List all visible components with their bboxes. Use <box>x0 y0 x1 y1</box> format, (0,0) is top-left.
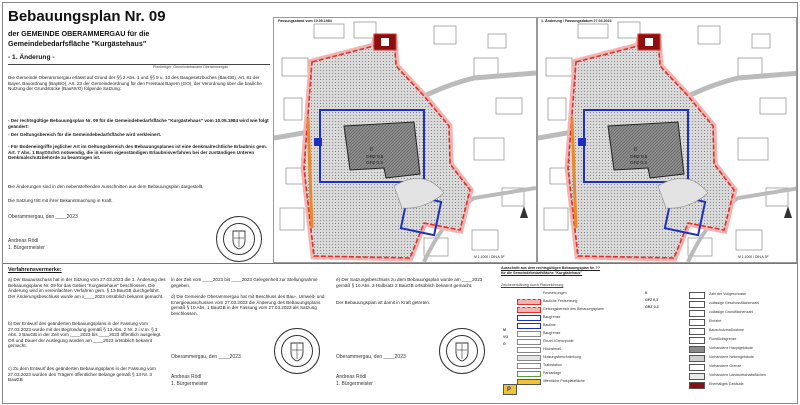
neighbor-building <box>548 98 566 120</box>
map-gfz: GFZ 0,3 <box>366 160 383 165</box>
signer-role-2: 1. Bürgermeister <box>171 381 208 387</box>
subtitle-line-2: Gemeindebedarfsfläche "Kurgästehaus" <box>8 39 147 48</box>
neighbor-building <box>434 26 456 44</box>
legend-item-label: Trafostation <box>543 363 562 367</box>
parcel-marker <box>645 38 653 46</box>
map-amendment-label: 1. Änderung / Fassungsdatum 27.03.2023 <box>541 19 612 23</box>
procedure-step-c: c) Zu dem Entwurf des geänderten Bebauungsplans in der Fassung vom 27.03.2023 wurden den Trägern öffentlicher Belange gemäß § 13 Nr. 3 BauGB <box>8 366 156 383</box>
legend-swatch <box>517 347 541 353</box>
legend-swatch-right <box>689 346 705 353</box>
legend-item-label-right: Vorhandene Nebengebäude <box>709 355 754 359</box>
legend-item-label: Geltungsbereich des Bebauungsplans <box>543 307 604 311</box>
legend-item-label-right: zulässige Grundflächenzahl <box>709 310 754 314</box>
amendment-label: - 1. Änderung - <box>8 54 55 61</box>
procedure-heading: Verfahrensvermerke: <box>8 267 62 273</box>
procedure-step-b: b) Der Entwurf des geänderten Bebauungsplans in der Fassung vom 27.03.2023 wurde mit der Begründung gemäß § 13 Abs. 2 Nr. 2 i.V.m. § 3 Abs. 2 BauGB in der Zeit vom ____2023 bis ____2023 öffentlich ausgelegt. Ort und Dauer der Auslegung wurden am ____2023 ortsüblich bekannt gemacht. <box>8 321 162 349</box>
legend-swatch-right <box>689 364 705 371</box>
neighbor-building <box>738 138 768 160</box>
procedure-step-a: a) Der Bauausschuss hat in der Sitzung vom 27.03.2023 die 1. Änderung des Bebauungsplans Nr. 09 für das Gebiet "Kurgästehaus" beschlossen. Die Änderung wird im vereinfachten Verfahren gem. § 13 BauGB durchgeführt. Der Änderungsbeschluss wurde am x____2023 ortsüblich bekannt gemacht. <box>8 277 166 299</box>
legend-swatch <box>517 379 541 385</box>
legend-code-gfz: GFZ 0,3 <box>645 298 659 302</box>
legend-swatch-right <box>689 292 705 299</box>
legend-item-label-right: Vorhandene Grenze <box>709 364 742 368</box>
map-geschosse: II <box>634 147 637 153</box>
legend-swatch-right <box>689 319 705 326</box>
neighbor-building <box>354 22 376 38</box>
place-date-2: Oberammergau, den ____2023 <box>171 354 241 360</box>
map-scale-note: M 1:1000 / DIN A 3F <box>738 255 769 259</box>
seal-crest-icon <box>217 217 261 261</box>
legend-item-label-right: Flurstücksgrenze <box>709 337 737 341</box>
neighbor-building <box>736 230 762 250</box>
legend-swatch-right <box>689 310 705 317</box>
legend-swatch-right <box>689 337 705 344</box>
legend-item-label-right: Vorhandene Landwirtschaftsflächen <box>709 373 766 377</box>
neighbor-building <box>544 208 568 230</box>
neighbor-building <box>618 22 640 38</box>
procedure-step-e: e) Der Satzungsbeschluss zu dem Bebauungsplan wurde am ____2023 gemäß § 10 Abs. 3 Halbsatz 2 BauGB ortsüblich bekannt gemacht. <box>336 277 483 288</box>
amendment-point-3: - Für Bodeneingriffe jeglicher Art im Geltungsbereich des Bebauungsplanes ist eine denkmalrechtliche Erlaubnis gem. Art. 7 Abs. 1 BayDSchG notwendig, die in einem eigenständigen Erlaubnisverfahren bei der zuständigen Unteren Denkmalschutzbehörde zu beantragen ist. <box>8 144 267 161</box>
legend-swatch-right <box>689 328 705 335</box>
legend-code-m: M <box>503 328 506 332</box>
legend-heading-2: für die Gemeindebedarfsfläche "Kurgästehaus" <box>501 271 583 275</box>
signer-name-2: Andreas Rödl <box>171 374 202 380</box>
map-scale-note: M 1:1000 / DIN A 3F <box>474 255 505 259</box>
neighbor-building <box>488 34 506 48</box>
place-date: Oberammergau, den ____2023 <box>8 214 78 220</box>
legend-item-label: Einzel-/Grenzpunkt <box>543 339 574 343</box>
procedure-step-d: d) Die Gemeinde Oberammergau hat mit Beschluss des Bau-, Umwelt- und Energieausschusses vom 27.03.2023 die Änderung des Bebauungsplans gemäß § 10 Abs. 1 BauGB in der Fassung vom 27.03.2023 als Satzung beschlossen. <box>171 294 325 316</box>
neighbor-building <box>472 230 498 250</box>
legend-swatch-right <box>689 355 705 362</box>
seal-crest-icon-3 <box>440 329 484 373</box>
map-original-label: Fassungsstand vom 10.05.1984 <box>278 19 332 23</box>
parking-symbol <box>503 384 517 395</box>
place-date-3: Oberammergau, den ____2023 <box>336 354 406 360</box>
legend-swatch-right <box>689 373 705 380</box>
amendment-point-1: - Der rechtsgültige Bebauungsplan Nr. 09 für die Gemeindebedarfsfläche "Kurgästehaus" vom 10.05.1984 wird wie folgt geändert: <box>8 118 269 129</box>
neighbor-building <box>698 26 720 44</box>
legend-item-label-right: Einfahrt <box>709 319 722 323</box>
info-tag <box>314 138 322 146</box>
legend-item-label: Baulinie <box>543 323 556 327</box>
page-title: Bebauungsplan Nr. 09 <box>8 8 166 25</box>
legend-swatch-right <box>689 382 705 389</box>
legend-swatch <box>517 371 541 377</box>
map-amendment <box>537 17 797 263</box>
north-arrow-icon <box>520 206 528 218</box>
legend-item-label-right: Bauschutzmaßnahme <box>709 328 744 332</box>
legend-code-grz: GRZ 0,3 <box>645 305 659 309</box>
neighbor-building <box>546 58 572 76</box>
neighbor-building <box>280 208 304 230</box>
neighbor-building <box>752 34 770 48</box>
subtitle-line-1: der GEMEINDE OBERAMMERGAU für die <box>8 29 150 38</box>
legend-item-label: Baugrenze <box>543 315 561 319</box>
map-original <box>273 17 537 263</box>
legend-item-label: Höchstmaß <box>543 347 562 351</box>
procedure-step-f: Der Bebauungsplan ist damit in Kraft getreten. <box>336 300 431 305</box>
map-grz: GRZ 0,5 <box>630 154 648 159</box>
municipal-seal-3 <box>439 328 485 374</box>
neighbor-building <box>474 138 504 160</box>
legend-swatch <box>517 323 541 329</box>
legend-item-label: öffentliche Parkplatzfläche <box>543 379 585 383</box>
legend-code-ii: II <box>645 291 647 295</box>
effective-note: Die Satzung tritt mit ihrer Bekanntmachung in Kraft. <box>8 198 113 203</box>
neighbor-building <box>284 98 302 120</box>
legend-swatch <box>517 307 541 313</box>
parcel-marker <box>381 38 389 46</box>
legend-festsetzungen: Festsetzungen <box>543 291 567 295</box>
legend-swatch <box>517 355 541 361</box>
neighbor-building <box>314 24 344 38</box>
legend-swatch <box>517 299 541 305</box>
legend-item-label: Nutzungsbeschränkung <box>543 355 581 359</box>
legend-swatch <box>517 315 541 321</box>
legend-item-label-right: Zahl der Vollgeschosse <box>709 292 747 296</box>
signer-name-3: Andreas Rödl <box>336 374 367 380</box>
north-arrow-icon <box>784 206 792 218</box>
legend-swatch <box>517 339 541 345</box>
neighbor-building <box>578 24 608 38</box>
legend-item-label: Parkanlage <box>543 371 562 375</box>
info-tag <box>578 138 586 146</box>
plan-sheet <box>2 2 798 404</box>
neighbor-building <box>282 58 308 76</box>
legend-item-label: Bauliche Festsetzung <box>543 299 578 303</box>
legend-heading: Ausschnitt aus dem rechtsgültigen Bebauungsplan Nr. ?? <box>501 266 601 270</box>
legend-item-label-right: zulässige Geschossflächenzahl <box>709 301 760 305</box>
map-geschosse: II <box>370 147 373 153</box>
legend-swatch <box>517 331 541 337</box>
legend-code-g: G <box>503 342 506 346</box>
legend-swatch <box>517 363 541 369</box>
signer-role-3: 1. Bürgermeister <box>336 381 373 387</box>
signer-role: 1. Bürgermeister <box>8 245 45 251</box>
municipal-seal <box>216 216 262 262</box>
amendment-point-2: - Der Geltungsbereich für die Gemeindebedarfsfläche wird verkleinert. <box>8 132 162 137</box>
legend-item-label-right: Vorhandene Hauptgebäude <box>709 346 753 350</box>
intro-paragraph: Die Gemeinde Oberammergau erlässt auf Grund der §§ 2 Abs. 1 und §§ 9 u. 10 des Baugesetzbuches (BauGB), Art. 81 der Bayer. Bauordnung (BayBO), Art. 23 der Gemeindeordnung für den Freistaat Bayern (GO), der Verordnung über die bauliche Nutzung der Grundstücke (BauNVO) folgende Satzung: <box>8 75 262 92</box>
map-grz: GRZ 0,5 <box>366 154 384 159</box>
legend-code-vg: VG <box>503 335 509 339</box>
section-divider <box>3 263 797 264</box>
map-gfz: GFZ 0,3 <box>630 160 647 165</box>
legend-item-label-right: Ehemaliges Gebäude <box>709 382 744 386</box>
title-rule <box>8 64 270 65</box>
municipal-seal-2 <box>274 328 320 374</box>
signer-name: Andreas Rödl <box>8 238 39 244</box>
legend-swatch-right <box>689 301 705 308</box>
neighbor-building <box>760 98 786 114</box>
procedure-step-c-cont: in der Zeit vom ____2023 bis ____2023 Gelegenheit zur Stellungnahme gegeben. <box>171 277 318 288</box>
legend-section: Zeichenerklärung durch Planzeichnung <box>501 283 564 287</box>
neighbor-building <box>496 98 522 114</box>
planer-note: Planfertiger: Gemeindebauamt Oberammergau <box>153 65 229 69</box>
seal-crest-icon-2 <box>275 329 319 373</box>
legend-code-p: P <box>507 386 512 393</box>
changes-note: Die Änderungen sind in den nebenstehenden Ausschnitten aus dem Bebauungsplan dargestellt. <box>8 184 204 189</box>
legend-item-label: Baugrenze <box>543 331 561 335</box>
